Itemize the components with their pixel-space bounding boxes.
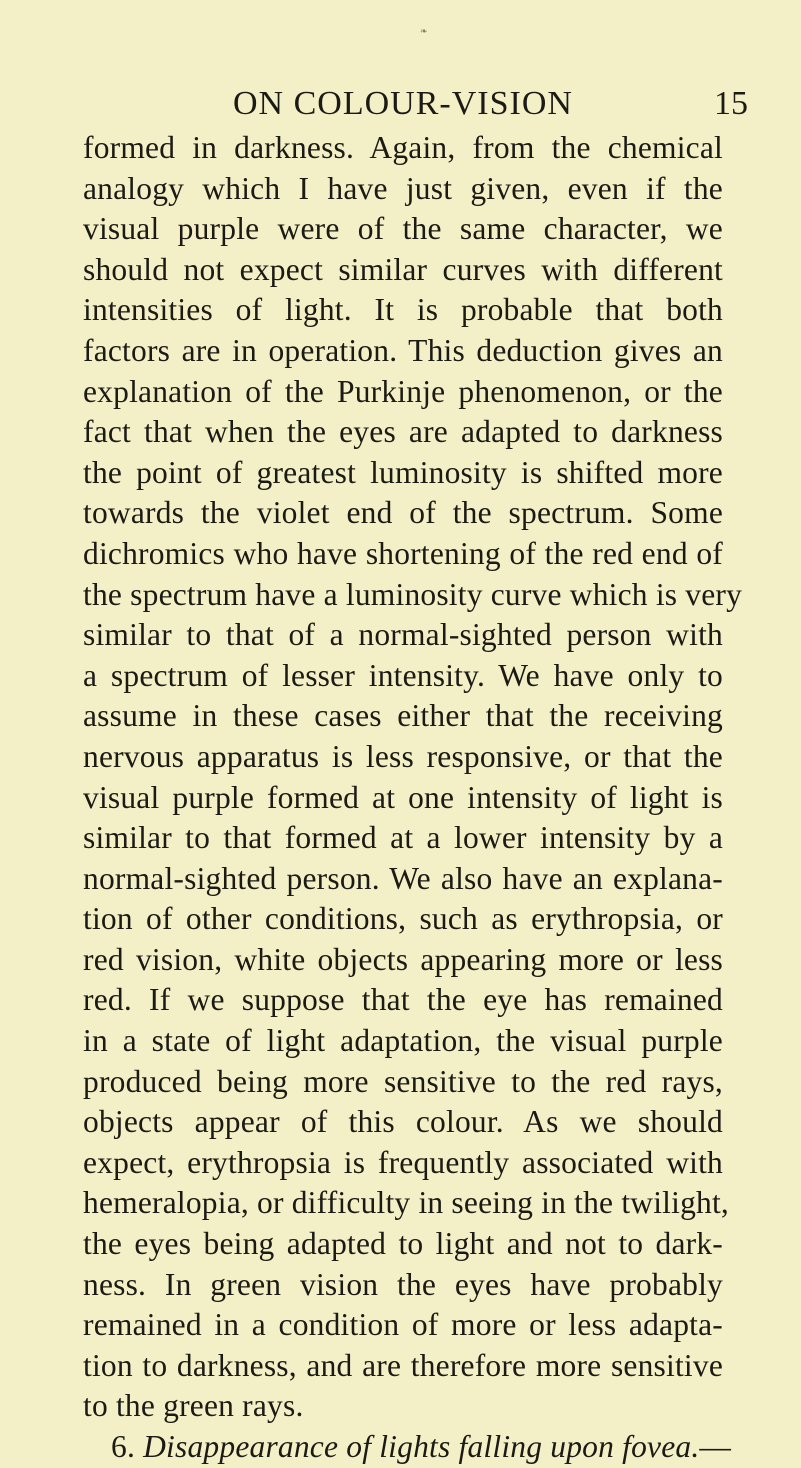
text-line: intensities of light. It is probable that both (83, 292, 723, 328)
text-line: should not expect similar curves with different (83, 251, 723, 287)
text-line: factors are in operation. This deduction gives an (83, 332, 723, 368)
section-number: 6. (111, 1429, 136, 1464)
printer-speck-icon: ❧ (420, 26, 428, 36)
section-title: Disappearance of lights falling upon fovea. (143, 1429, 700, 1464)
text-line: assume in these cases either that the receiving (83, 698, 723, 734)
text-line: red vision, white objects appearing more or less (83, 941, 723, 977)
text-line: the spectrum have a luminosity curve which is very (83, 576, 743, 612)
text-line: the eyes being adapted to light and not to dark- (83, 1226, 723, 1262)
text-line: the point of greatest luminosity is shifted more (83, 454, 723, 490)
text-line: hemeralopia, or difficulty in seeing in the twilight, (83, 1185, 729, 1221)
text-line: tion to darkness, and are therefore more sensitive (83, 1347, 723, 1383)
text-line: analogy which I have just given, even if the (83, 170, 723, 206)
text-line: expect, erythropsia is frequently associated with (83, 1144, 723, 1180)
running-title: ON COLOUR-VISION (233, 85, 573, 122)
text-line: fact that when the eyes are adapted to darkness (83, 414, 723, 450)
section-heading (83, 1427, 732, 1468)
text-line: normal-sighted person. We also have an explana- (83, 860, 723, 896)
text-line: a spectrum of lesser intensity. We have only to (83, 657, 723, 693)
section-dash: — (699, 1429, 732, 1464)
page-number: 15 (714, 85, 748, 122)
text-line: in a state of light adaptation, the visual purple (83, 1023, 723, 1059)
body-text (83, 128, 743, 1468)
text-line: formed in darkness. Again, from the chemical (83, 130, 723, 165)
text-line: similar to that of a normal-sighted person with (83, 617, 723, 653)
text-line: ness. In green vision the eyes have probably (83, 1266, 723, 1302)
running-head (0, 84, 801, 124)
text-line: produced being more sensitive to the red rays, (83, 1063, 723, 1099)
text-line: explanation of the Purkinje phenomenon, or the (83, 373, 723, 409)
text-line: towards the violet end of the spectrum. Some (83, 495, 723, 531)
text-line: remained in a condition of more or less adapta- (83, 1307, 723, 1343)
text-line: red. If we suppose that the eye has remained (83, 982, 723, 1018)
text-line: dichromics who have shortening of the red end of (83, 535, 723, 571)
text-line: tion of other conditions, such as erythropsia, or (83, 901, 723, 937)
text-line: visual purple were of the same character, we (83, 211, 723, 247)
text-line: similar to that formed at a lower intensity by a (83, 820, 723, 856)
text-line: to the green rays. (83, 1388, 304, 1424)
text-line: visual purple formed at one intensity of light is (83, 779, 723, 815)
text-line: objects appear of this colour. As we should (83, 1104, 723, 1140)
text-line: nervous apparatus is less responsive, or that the (83, 738, 723, 774)
